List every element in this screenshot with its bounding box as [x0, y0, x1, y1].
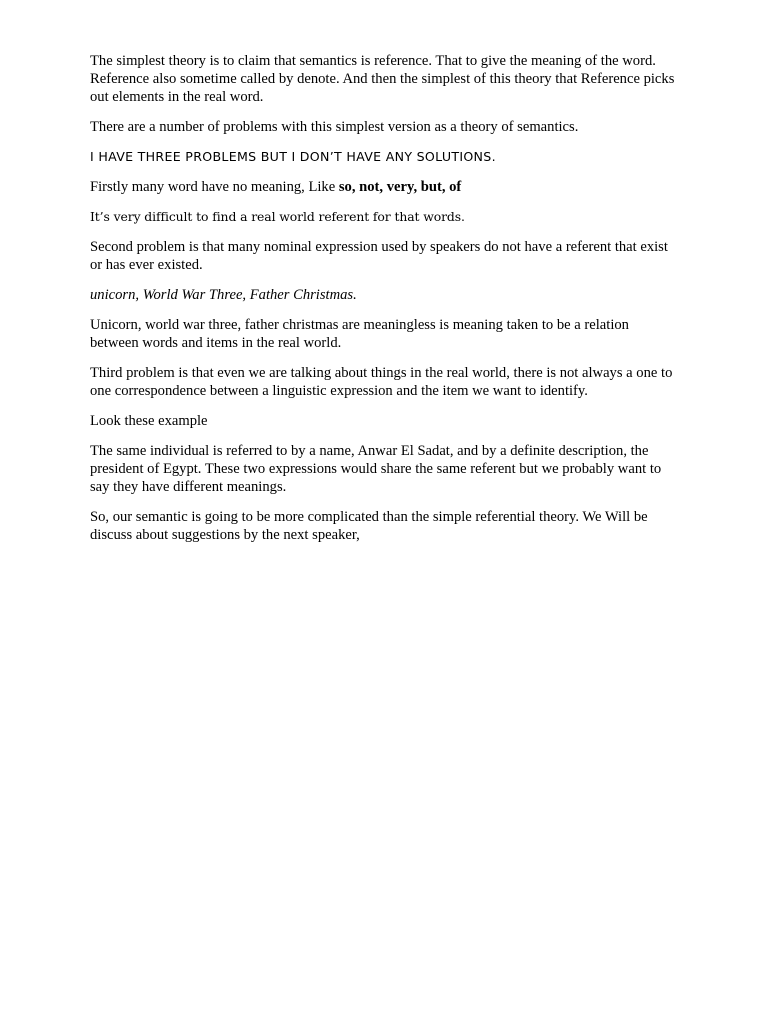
paragraph-referent-difficulty: It’s very difficult to find a real world referent for that words. — [90, 209, 465, 224]
paragraph-examples-italic: unicorn, World War Three, Father Christmas. — [90, 287, 357, 303]
paragraph-second-problem: Second problem is that many nominal expression used by speakers do not have a referent that exist or has ever existed. — [90, 239, 668, 273]
paragraph-third-problem: Third problem is that even we are talking about things in the real world, there is not always a one to one correspondence between a linguistic expression and the item we want to identify. — [90, 365, 673, 399]
paragraph-intro: The simplest theory is to claim that semantics is reference. That to give the meaning of the word. Reference also sometime called by denote. And then the simplest of this theory that Reference picks out elements in the real word. — [90, 53, 675, 105]
paragraph-three-problems-heading: I HAVE THREE PROBLEMS BUT I DON’T HAVE ANY SOLUTIONS. — [90, 149, 496, 164]
paragraph-conclusion: So, our semantic is going to be more complicated than the simple referential theory. We Will be discuss about suggestions by the next speaker, — [90, 509, 648, 543]
paragraph-meaningless: Unicorn, world war three, father christmas are meaningless is meaning taken to be a relation between words and items in the real world. — [90, 317, 629, 351]
paragraph-look-example: Look these example — [90, 413, 208, 429]
paragraph-first-problem — [90, 178, 680, 196]
paragraph-problems-overview: There are a number of problems with this simplest version as a theory of semantics. — [90, 119, 579, 135]
first-problem-examples: so, not, very, but, of — [338, 179, 462, 195]
first-problem-text: Firstly many word have no meaning, Like — [90, 179, 339, 195]
document-body — [90, 52, 680, 556]
paragraph-sadat-example: The same individual is referred to by a name, Anwar El Sadat, and by a definite description, the president of Egypt. These two expressions would share the same referent but we probably want to say they have different meanings. — [90, 443, 662, 495]
